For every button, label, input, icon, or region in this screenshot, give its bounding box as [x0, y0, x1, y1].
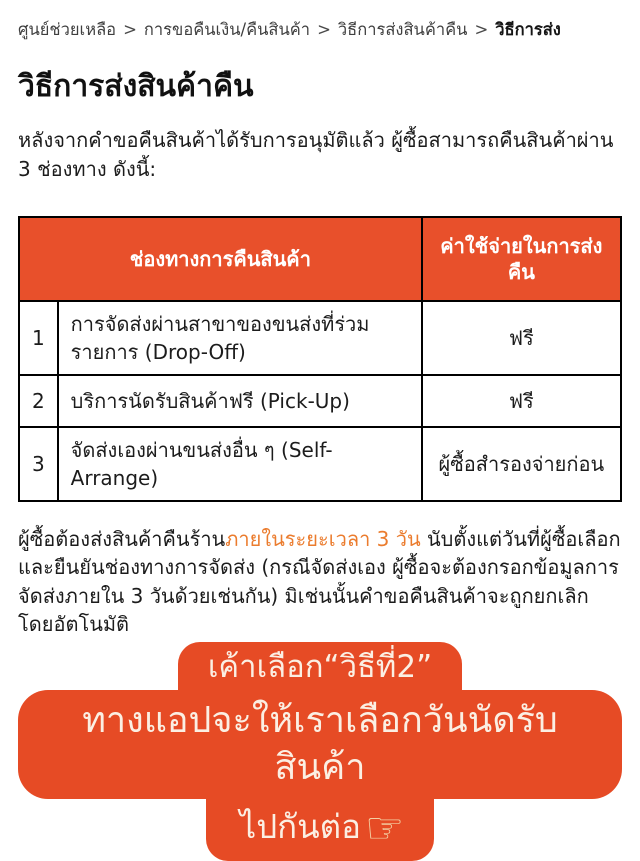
annotation-line-2: ทางแอปจะให้เราเลือกวันนัดรับสินค้า: [18, 690, 622, 800]
row-number: 1: [19, 301, 58, 375]
table-header-row: [19, 217, 621, 301]
note-text-before: ผู้ซื้อต้องส่งสินค้าคืนร้าน: [18, 527, 226, 552]
intro-paragraph: หลังจากคำขอคืนสินค้าได้รับการอนุมัติแล้ว ผู้ซื้อสามารถคืนสินค้าผ่าน 3 ช่องทาง ดังนี้:: [18, 128, 614, 181]
breadcrumb-item-refund-return[interactable]: การขอคืนเงิน/คืนสินค้า: [143, 20, 311, 39]
breadcrumb-item-how-to-return[interactable]: วิธีการส่งสินค้าคืน: [337, 20, 468, 39]
breadcrumb-separator: >: [123, 20, 137, 39]
table-row: [19, 301, 621, 375]
row-cost: ฟรี: [422, 301, 621, 375]
row-channel: จัดส่งเองผ่านขนส่งอื่น ๆ (Self-Arrange): [58, 427, 422, 501]
row-cost: ฟรี: [422, 375, 621, 427]
annotation-line-3-text: ไปกันต่อ: [239, 807, 361, 847]
breadcrumb-item-current[interactable]: วิธีการส่ง: [495, 20, 561, 39]
table-header-cost: ค่าใช้จ่ายในการส่งคืน: [422, 217, 621, 301]
row-number: 3: [19, 427, 58, 501]
row-channel: การจัดส่งผ่านสาขาของขนส่งที่ร่วมรายการ (Drop-Off): [58, 301, 422, 375]
breadcrumb-separator: >: [317, 20, 331, 39]
page-title: วิธีการส่งสินค้าคืน: [18, 68, 254, 104]
breadcrumb-separator: >: [474, 20, 489, 39]
table-row: [19, 427, 621, 501]
row-number: 2: [19, 375, 58, 427]
pointing-right-icon: ☞: [364, 803, 405, 855]
note-paragraph: [18, 525, 622, 639]
note-text-after: นับตั้งแต่วันที่ผู้ซื้อเลือกและยืนยันช่องทางการจัดส่ง (กรณีจัดส่งเอง ผู้ซื้อจะต้องกรอกข้อมูลการจัดส่งภายใน 3 วันด้วยเช่นกัน) มิเช่นนั้นคำขอคืนสินค้าจะถูกยกเลิกโดยอัตโนมัติ: [18, 527, 621, 637]
highlight-text: ภายในระยะเวลา 3 วัน: [225, 527, 421, 552]
row-cost: ผู้ซื้อสำรองจ่ายก่อน: [422, 427, 621, 501]
breadcrumb-item-help-center[interactable]: ศูนย์ช่วยเหลือ: [18, 20, 117, 39]
annotation-line-3: [206, 799, 435, 861]
breadcrumb: [18, 18, 622, 43]
return-channels-table: [18, 216, 622, 502]
row-channel: บริการนัดรับสินค้าฟรี (Pick-Up): [58, 375, 422, 427]
table-header-channel: ช่องทางการคืนสินค้า: [19, 217, 422, 301]
annotation-overlay: [18, 642, 622, 861]
table-row: [19, 375, 621, 427]
annotation-line-1: เค้าเลือก“วิธีที่2”: [178, 642, 462, 690]
